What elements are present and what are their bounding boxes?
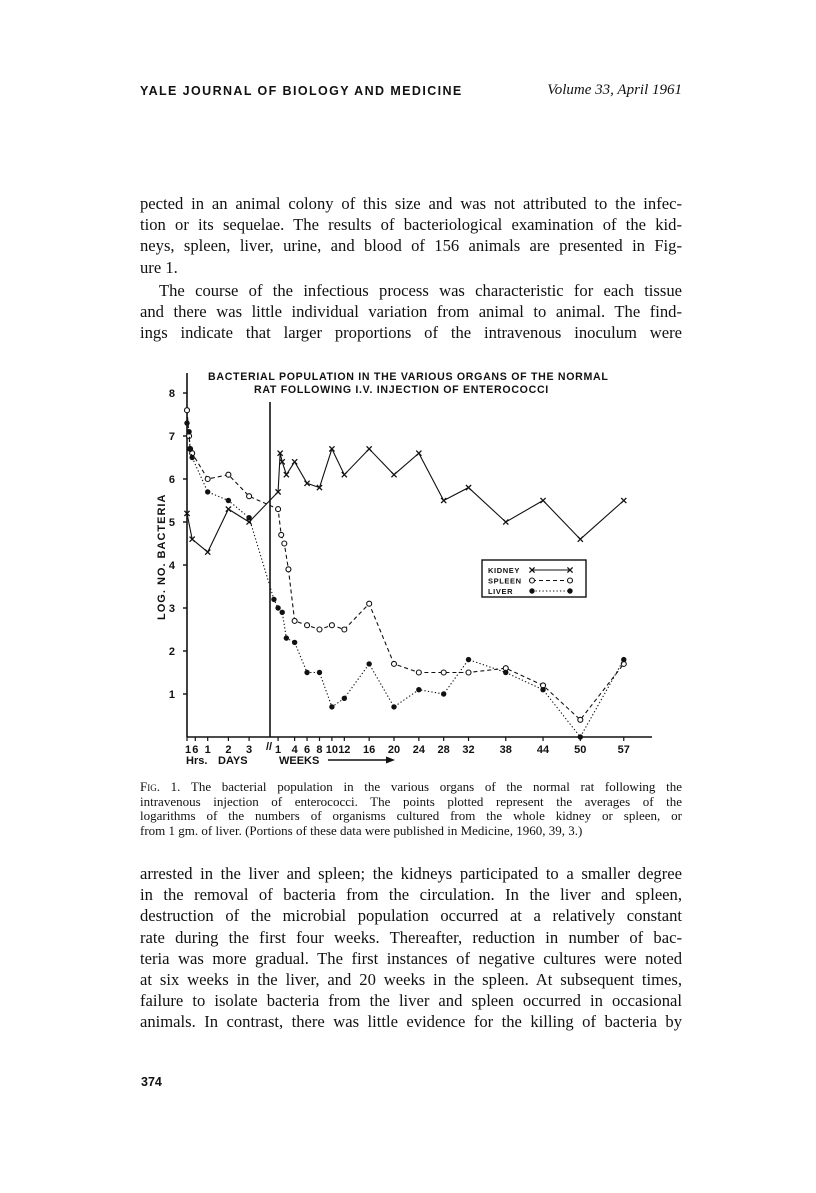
y-axis-label: LOG. NO. BACTERIA <box>156 493 168 620</box>
x-tick-label: 8 <box>316 744 323 756</box>
legend-marker-spleen <box>530 578 535 583</box>
kidney-data-point <box>540 498 545 503</box>
x-tick-label: 6 <box>192 744 199 756</box>
x-tick-label: 1 <box>204 744 211 756</box>
text-line: arrested in the liver and spleen; the kidneys participated to a smaller degree <box>140 864 682 883</box>
spleen-data-point <box>286 567 291 572</box>
y-tick-label: 7 <box>168 431 175 443</box>
legend-marker-liver <box>567 588 572 593</box>
liver-data-point <box>466 657 471 662</box>
kidney-data-point <box>466 485 471 490</box>
y-tick-label: 1 <box>168 689 175 701</box>
y-tick-label: 6 <box>168 474 175 486</box>
spleen-data-point <box>367 601 372 606</box>
kidney-data-point <box>292 459 297 464</box>
x-tick-label: 32 <box>462 744 475 756</box>
kidney-data-point <box>367 446 372 451</box>
text-line: failure to isolate bacteria from the liver and spleen occurred in occasional <box>140 991 682 1011</box>
figure-1-chart <box>150 362 670 772</box>
x-tick-label: 57 <box>617 744 630 756</box>
x-unit-hours: Hrs. <box>186 755 208 767</box>
liver-data-point <box>503 670 508 675</box>
liver-data-point <box>540 687 545 692</box>
liver-data-point <box>366 661 371 666</box>
liver-data-point <box>329 704 334 709</box>
y-tick-labels <box>169 388 187 701</box>
x-unit-days: DAYS <box>218 755 248 767</box>
x-tick-label: 20 <box>387 744 401 756</box>
x-tick-label: 2 <box>225 744 232 756</box>
spleen-data-point <box>441 670 446 675</box>
x-tick-label: 12 <box>338 744 351 756</box>
x-tick-label: 50 <box>574 744 587 756</box>
spleen-data-point <box>292 618 297 623</box>
liver-data-point <box>246 515 251 520</box>
x-tick-label: 44 <box>536 744 550 756</box>
text-line: The course of the infectious process was characteristic for each tissue <box>159 281 682 300</box>
x-tick-label: 1 <box>275 744 282 756</box>
legend-label-liver: LIVER <box>488 587 514 596</box>
figure-caption <box>140 780 682 838</box>
legend-label-spleen: SPLEEN <box>488 576 522 586</box>
caption-line: intravenous injection of enterococci. The points plotted represent the averages of the <box>140 793 682 809</box>
x-tick-label: 4 <box>291 744 298 756</box>
text-line: at six weeks in the liver, and 20 weeks in the spleen. At subsequent times, <box>140 970 682 990</box>
liver-data-point <box>304 670 309 675</box>
spleen-data-point <box>282 541 287 546</box>
kidney-data-point <box>329 446 334 451</box>
kidney-data-point <box>226 507 231 512</box>
kidney-data-point <box>621 498 626 503</box>
liver-data-point <box>271 597 276 602</box>
kidney-data-point <box>503 519 508 524</box>
spleen-data-point <box>305 623 310 628</box>
legend-marker-spleen <box>568 578 573 583</box>
x-tick-label: 1 <box>184 744 192 756</box>
text-line: teria was more gradual. The first instances of negative cultures were noted <box>140 948 682 968</box>
spleen-data-point <box>416 670 421 675</box>
liver-data-point <box>284 635 289 640</box>
liver-data-point <box>578 734 583 739</box>
spleen-data-point <box>279 532 284 537</box>
liver-data-point <box>205 489 210 494</box>
chart-title: BACTERIAL POPULATION IN THE VARIOUS ORGANS OF THE NORMAL <box>208 371 609 383</box>
text-line: tion or its sequelae. The results of bacteriological examination of the kid- <box>140 215 682 235</box>
spleen-data-point <box>342 627 347 632</box>
page-number: 374 <box>141 1075 162 1089</box>
text-line: destruction of the microbial population occurred at a relatively constant <box>140 906 682 926</box>
y-tick-label: 8 <box>168 388 175 400</box>
legend-label-kidney: KIDNEY <box>488 566 520 575</box>
liver-data-point <box>226 498 231 503</box>
chart-legend <box>482 560 586 597</box>
x-tick-labels <box>185 737 630 756</box>
kidney-series-line <box>187 449 624 552</box>
liver-data-point <box>317 670 322 675</box>
text-line: in the removal of bacteria from the circulation. In the liver and spleen, <box>140 885 682 905</box>
kidney-data-point <box>304 481 309 486</box>
x-unit-weeks: WEEKS <box>279 755 320 767</box>
legend-marker-liver <box>529 588 534 593</box>
y-tick-label: 3 <box>168 603 175 615</box>
spleen-data-point <box>466 670 471 675</box>
kidney-data-point <box>441 498 446 503</box>
liver-data-point <box>342 696 347 701</box>
liver-data-point <box>416 687 421 692</box>
text-line: rate during the first four weeks. Thereafter, reduction in number of bac- <box>140 927 682 947</box>
running-header <box>140 84 682 106</box>
caption-line: from 1 gm. of liver. (Portions of these data were published in Medicine, 1960, 39, 3.) <box>140 822 583 838</box>
liver-data-point <box>189 455 194 460</box>
spleen-data-point <box>205 477 210 482</box>
kidney-data-point <box>416 451 421 456</box>
x-tick-label: 3 <box>246 744 253 756</box>
figure-label: Fig. 1. <box>140 779 181 794</box>
spleen-data-point <box>276 507 281 512</box>
text-line: ings indicate that larger proportions of the intravenous inoculum were <box>140 323 682 343</box>
spleen-data-point <box>247 494 252 499</box>
kidney-data-point <box>342 472 347 477</box>
x-tick-label: 24 <box>412 744 425 756</box>
kidney-data-point <box>391 472 396 477</box>
kidney-data-point <box>284 472 289 477</box>
x-tick-label: 38 <box>499 744 512 756</box>
liver-data-point <box>280 610 285 615</box>
x-tick-label: 28 <box>437 744 450 756</box>
kidney-data-point <box>205 550 210 555</box>
liver-data-point <box>186 429 191 434</box>
volume-info: Volume 33, April 1961 <box>547 82 682 98</box>
liver-data-point <box>275 605 280 610</box>
spleen-data-point <box>317 627 322 632</box>
paragraph-3 <box>140 863 682 1033</box>
text-line: ure 1. <box>140 257 178 277</box>
spleen-data-point <box>226 472 231 477</box>
caption-line: logarithms of the numbers of organisms cultured from the whole kidney or spleen, or <box>140 808 682 824</box>
text-line: animals. In contrast, there was little evidence for the killing of bacteria by <box>140 1012 682 1032</box>
liver-data-point <box>621 657 626 662</box>
weeks-arrowhead <box>386 757 395 764</box>
y-tick-label: 4 <box>168 560 175 572</box>
y-tick-label: 2 <box>168 646 175 658</box>
x-tick-label: 10 <box>325 744 339 756</box>
chart-subtitle: RAT FOLLOWING I.V. INJECTION OF ENTEROCOCCI <box>254 384 549 396</box>
x-tick-label: 6 <box>303 744 311 756</box>
caption-text: The bacterial population in the various organs of the normal rat following the <box>190 779 682 794</box>
spleen-data-point <box>392 661 397 666</box>
kidney-data-point <box>317 485 322 490</box>
text-line: and there was little individual variation from animal to animal. The find- <box>140 302 682 322</box>
spleen-data-point <box>185 408 190 413</box>
liver-data-point <box>187 446 192 451</box>
liver-data-point <box>292 640 297 645</box>
text-line: pected in an animal colony of this size and was not attributed to the infec- <box>140 194 682 213</box>
y-tick-label: 5 <box>168 517 175 529</box>
journal-title: YALE JOURNAL OF BIOLOGY AND MEDICINE <box>140 84 463 98</box>
kidney-data-point <box>578 537 583 542</box>
axis-break-mark: // <box>266 741 273 753</box>
liver-data-point <box>184 420 189 425</box>
paragraph-1 <box>140 193 682 278</box>
liver-data-point <box>441 691 446 696</box>
text-line: neys, spleen, liver, urine, and blood of 156 animals are presented in Fig- <box>140 236 682 256</box>
liver-data-point <box>391 704 396 709</box>
paragraph-2 <box>140 280 682 344</box>
x-tick-label: 16 <box>363 744 376 756</box>
spleen-data-point <box>578 717 583 722</box>
spleen-data-point <box>329 623 334 628</box>
caption-line <box>140 780 682 795</box>
